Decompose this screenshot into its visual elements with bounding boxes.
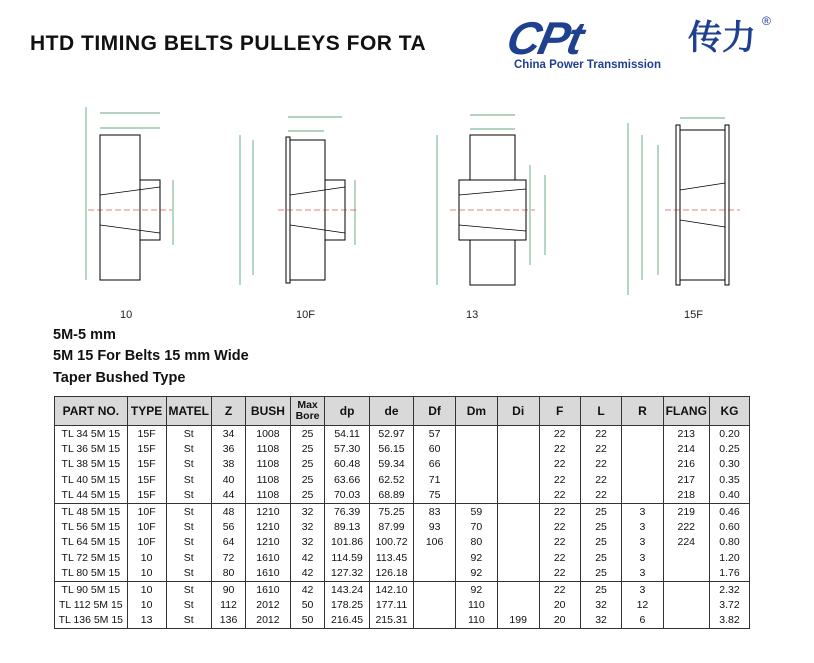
table-cell: 100.72	[369, 535, 413, 550]
table-cell: St	[166, 535, 211, 550]
table-cell: St	[166, 566, 211, 582]
pulley-15f-flange-left	[676, 125, 680, 285]
table-cell	[414, 550, 456, 565]
table-cell: 87.99	[369, 519, 413, 534]
table-cell: 110	[455, 613, 497, 629]
table-cell: 72	[211, 550, 245, 565]
table-cell	[622, 426, 663, 442]
table-cell: 25	[580, 566, 621, 582]
table-cell: 10F	[127, 519, 166, 534]
column-header: F	[539, 397, 580, 426]
table-cell: 213	[663, 426, 709, 442]
table-cell: 177.11	[369, 597, 413, 612]
table-row	[55, 488, 750, 504]
table-cell: 0.20	[709, 426, 749, 442]
logo-subtitle: China Power Transmission	[514, 59, 661, 71]
table-cell: St	[166, 597, 211, 612]
table-cell: 25	[290, 457, 325, 472]
table-cell: 36	[211, 441, 245, 456]
pulley-specs-table	[54, 396, 750, 629]
taper-bore-lines	[100, 183, 725, 233]
table-cell	[497, 581, 539, 597]
table-cell: 70	[455, 519, 497, 534]
table-cell: 83	[414, 503, 456, 519]
table-row	[55, 566, 750, 582]
table-cell: 1108	[246, 457, 291, 472]
table-cell: 56.15	[369, 441, 413, 456]
table-cell: 1108	[246, 472, 291, 487]
table-cell: 22	[539, 566, 580, 582]
table-cell: 0.80	[709, 535, 749, 550]
table-cell: 216	[663, 457, 709, 472]
column-header: PART NO.	[55, 397, 128, 426]
table-cell: 12	[622, 597, 663, 612]
table-cell: TL 38 5M 15	[55, 457, 128, 472]
table-cell: 113.45	[369, 550, 413, 565]
table-cell: 68.89	[369, 488, 413, 504]
table-cell: St	[166, 488, 211, 504]
table-cell: 3	[622, 581, 663, 597]
column-header: Df	[414, 397, 456, 426]
table-cell: 75.25	[369, 503, 413, 519]
table-cell: 1210	[246, 503, 291, 519]
page-title: HTD TIMING BELTS PULLEYS FOR TA	[30, 32, 427, 55]
table-cell: 3.82	[709, 613, 749, 629]
table-cell: 59	[455, 503, 497, 519]
pulley-drawings	[0, 95, 814, 325]
table-cell: 112	[211, 597, 245, 612]
table-cell: 32	[580, 613, 621, 629]
cpt-logo	[502, 12, 778, 74]
table-cell	[497, 488, 539, 504]
table-cell: 214	[663, 441, 709, 456]
table-cell: 63.66	[325, 472, 369, 487]
drawing-caption-10: 10	[120, 309, 133, 321]
table-cell: 57.30	[325, 441, 369, 456]
column-header: Z	[211, 397, 245, 426]
table-cell: 32	[290, 519, 325, 534]
column-header: FLANG	[663, 397, 709, 426]
table-cell: 1108	[246, 488, 291, 504]
table-cell: 1008	[246, 426, 291, 442]
table-cell	[622, 488, 663, 504]
table-cell: 25	[580, 503, 621, 519]
table-cell: 44	[211, 488, 245, 504]
table-cell: 106	[414, 535, 456, 550]
table-cell: 3	[622, 503, 663, 519]
table-cell	[663, 550, 709, 565]
table-cell: 22	[539, 581, 580, 597]
table-cell: St	[166, 426, 211, 442]
table-cell: 3	[622, 519, 663, 534]
table-cell: 92	[455, 566, 497, 582]
table-cell: 0.46	[709, 503, 749, 519]
table-cell: 22	[580, 457, 621, 472]
column-header: Di	[497, 397, 539, 426]
table-cell	[497, 535, 539, 550]
table-cell: 6	[622, 613, 663, 629]
table-cell: 70.03	[325, 488, 369, 504]
table-cell: 217	[663, 472, 709, 487]
column-header: Max Bore	[290, 397, 325, 426]
table-cell: 80	[211, 566, 245, 582]
table-cell: 76.39	[325, 503, 369, 519]
drawing-caption-10f: 10F	[296, 309, 315, 321]
spec-type: Taper Bushed Type	[53, 370, 186, 386]
table-cell: 2.32	[709, 581, 749, 597]
table-cell: 10	[127, 581, 166, 597]
table-cell: 10F	[127, 503, 166, 519]
table-cell: TL 112 5M 15	[55, 597, 128, 612]
table-cell: 0.60	[709, 519, 749, 534]
table-cell: 2012	[246, 597, 291, 612]
table-cell: 10F	[127, 535, 166, 550]
table-cell: 92	[455, 550, 497, 565]
table-cell: 2012	[246, 613, 291, 629]
column-header: R	[622, 397, 663, 426]
table-cell: 57	[414, 426, 456, 442]
table-cell: TL 56 5M 15	[55, 519, 128, 534]
table-cell: St	[166, 503, 211, 519]
table-cell: St	[166, 472, 211, 487]
table-cell	[497, 519, 539, 534]
table-cell: 0.35	[709, 472, 749, 487]
table-cell: 0.25	[709, 441, 749, 456]
table-cell	[497, 503, 539, 519]
table-cell: 224	[663, 535, 709, 550]
table-cell	[414, 581, 456, 597]
table-cell: 3	[622, 550, 663, 565]
table-cell: 15F	[127, 488, 166, 504]
table-cell: 110	[455, 597, 497, 612]
table-cell: 93	[414, 519, 456, 534]
dimension-lines	[86, 107, 725, 295]
table-cell: St	[166, 613, 211, 629]
column-header: de	[369, 397, 413, 426]
table-cell: 218	[663, 488, 709, 504]
table-cell: 1610	[246, 581, 291, 597]
pulley-10-body	[100, 135, 140, 280]
table-cell: 199	[497, 613, 539, 629]
table-cell: 25	[290, 488, 325, 504]
table-cell: St	[166, 550, 211, 565]
table-cell: 75	[414, 488, 456, 504]
table-row	[55, 535, 750, 550]
table-cell: 90	[211, 581, 245, 597]
table-cell: 1610	[246, 550, 291, 565]
table-cell: 71	[414, 472, 456, 487]
table-cell: 34	[211, 426, 245, 442]
table-cell: 22	[539, 503, 580, 519]
table-cell: 0.30	[709, 457, 749, 472]
table-cell	[414, 613, 456, 629]
table-row	[55, 426, 750, 442]
table-cell: TL 136 5M 15	[55, 613, 128, 629]
table-cell: 25	[580, 581, 621, 597]
table-cell: 22	[539, 441, 580, 456]
table-cell: 52.97	[369, 426, 413, 442]
table-cell: 142.10	[369, 581, 413, 597]
table-row	[55, 597, 750, 612]
table-cell: 54.11	[325, 426, 369, 442]
table-cell: 143.24	[325, 581, 369, 597]
column-header: BUSH	[246, 397, 291, 426]
column-header: KG	[709, 397, 749, 426]
table-cell: 15F	[127, 426, 166, 442]
table-cell: 25	[290, 441, 325, 456]
table-cell: TL 64 5M 15	[55, 535, 128, 550]
table-cell	[622, 472, 663, 487]
table-cell	[414, 566, 456, 582]
table-cell	[497, 550, 539, 565]
table-cell	[497, 472, 539, 487]
table-cell: 178.25	[325, 597, 369, 612]
column-header: Dm	[455, 397, 497, 426]
table-cell: 1.76	[709, 566, 749, 582]
table-cell: 22	[580, 472, 621, 487]
table-cell: 92	[455, 581, 497, 597]
column-header: dp	[325, 397, 369, 426]
table-cell: 126.18	[369, 566, 413, 582]
table-cell	[455, 472, 497, 487]
table-cell: 1108	[246, 441, 291, 456]
table-cell: 50	[290, 597, 325, 612]
table-cell	[663, 613, 709, 629]
column-header: TYPE	[127, 397, 166, 426]
table-cell: 22	[539, 472, 580, 487]
table-cell: 10	[127, 566, 166, 582]
table-cell: 60.48	[325, 457, 369, 472]
table-cell: 32	[580, 597, 621, 612]
table-cell	[455, 426, 497, 442]
table-cell	[663, 566, 709, 582]
table-cell: 22	[539, 519, 580, 534]
table-cell: 215.31	[369, 613, 413, 629]
table-cell: 3.72	[709, 597, 749, 612]
table-cell: 25	[580, 535, 621, 550]
table-cell: 1210	[246, 519, 291, 534]
table-cell: TL 36 5M 15	[55, 441, 128, 456]
table-cell: 22	[539, 550, 580, 565]
table-cell: 20	[539, 597, 580, 612]
table-cell: 15F	[127, 457, 166, 472]
table-cell: 25	[580, 519, 621, 534]
table-cell: 22	[539, 426, 580, 442]
table-cell: 25	[580, 550, 621, 565]
table-cell: 66	[414, 457, 456, 472]
table-cell	[455, 457, 497, 472]
spec-pitch: 5M-5 mm	[53, 327, 116, 343]
table-cell	[455, 488, 497, 504]
table-cell: St	[166, 457, 211, 472]
table-cell: TL 34 5M 15	[55, 426, 128, 442]
table-cell: 114.59	[325, 550, 369, 565]
table-cell	[663, 597, 709, 612]
table-cell: TL 80 5M 15	[55, 566, 128, 582]
table-cell: 101.86	[325, 535, 369, 550]
pulley-15f-flange-right	[725, 125, 729, 285]
table-row	[55, 519, 750, 534]
table-cell: 42	[290, 550, 325, 565]
table-cell: 127.32	[325, 566, 369, 582]
table-cell	[414, 597, 456, 612]
table-cell: 42	[290, 566, 325, 582]
table-cell: 42	[290, 581, 325, 597]
table-cell	[497, 597, 539, 612]
table-cell: 136	[211, 613, 245, 629]
table-row	[55, 441, 750, 456]
table-cell	[622, 441, 663, 456]
table-cell: 10	[127, 597, 166, 612]
table-cell: 22	[539, 457, 580, 472]
table-row	[55, 503, 750, 519]
table-cell: 222	[663, 519, 709, 534]
table-cell: TL 44 5M 15	[55, 488, 128, 504]
table-cell: 22	[580, 426, 621, 442]
table-cell: TL 40 5M 15	[55, 472, 128, 487]
table-cell	[497, 426, 539, 442]
table-cell: TL 90 5M 15	[55, 581, 128, 597]
table-cell: 1.20	[709, 550, 749, 565]
table-row	[55, 457, 750, 472]
table-cell: 22	[539, 535, 580, 550]
table-row	[55, 613, 750, 629]
table-cell: 22	[580, 488, 621, 504]
table-cell: TL 72 5M 15	[55, 550, 128, 565]
drawing-caption-13: 13	[466, 309, 479, 321]
table-cell: St	[166, 581, 211, 597]
table-cell: 3	[622, 535, 663, 550]
pulley-drawings-svg	[0, 95, 814, 325]
table-cell: 89.13	[325, 519, 369, 534]
table-cell: 22	[580, 441, 621, 456]
table-cell: 25	[290, 472, 325, 487]
table-row	[55, 581, 750, 597]
drawing-caption-15f: 15F	[684, 309, 703, 321]
table-cell	[497, 457, 539, 472]
pulley-15f-body	[680, 130, 725, 280]
table-cell: 32	[290, 503, 325, 519]
table-cell: St	[166, 441, 211, 456]
table-cell: 219	[663, 503, 709, 519]
table-row	[55, 550, 750, 565]
table-cell: 13	[127, 613, 166, 629]
table-cell: 56	[211, 519, 245, 534]
table-cell: 10	[127, 550, 166, 565]
table-cell: 3	[622, 566, 663, 582]
spec-belt-width: 5M 15 For Belts 15 mm Wide	[53, 348, 249, 364]
table-cell	[663, 581, 709, 597]
table-cell: 22	[539, 488, 580, 504]
table-cell: 15F	[127, 472, 166, 487]
table-cell: 80	[455, 535, 497, 550]
table-cell: 32	[290, 535, 325, 550]
table-cell: 64	[211, 535, 245, 550]
column-header: MATEL	[166, 397, 211, 426]
table-header	[55, 397, 750, 426]
table-body	[55, 426, 750, 629]
table-cell	[497, 441, 539, 456]
registered-mark: ®	[762, 14, 771, 28]
table-cell: 15F	[127, 441, 166, 456]
table-cell: 216.45	[325, 613, 369, 629]
table-row	[55, 472, 750, 487]
table-cell: 48	[211, 503, 245, 519]
table-cell	[455, 441, 497, 456]
table-cell: 62.52	[369, 472, 413, 487]
table-cell: 60	[414, 441, 456, 456]
column-header: L	[580, 397, 621, 426]
table-cell: 20	[539, 613, 580, 629]
logo-chinese-name: 传力	[688, 18, 756, 58]
table-cell: 1610	[246, 566, 291, 582]
table-cell	[497, 566, 539, 582]
table-cell: 38	[211, 457, 245, 472]
table-cell: 50	[290, 613, 325, 629]
pulley-outlines	[100, 125, 729, 285]
logo-mark: CPt	[502, 12, 587, 64]
table-cell: 59.34	[369, 457, 413, 472]
table-cell	[622, 457, 663, 472]
table-cell: St	[166, 519, 211, 534]
table-cell: 40	[211, 472, 245, 487]
table-cell: 25	[290, 426, 325, 442]
table-cell: 0.40	[709, 488, 749, 504]
table-cell: TL 48 5M 15	[55, 503, 128, 519]
table-cell: 1210	[246, 535, 291, 550]
table-header-row	[55, 397, 750, 426]
